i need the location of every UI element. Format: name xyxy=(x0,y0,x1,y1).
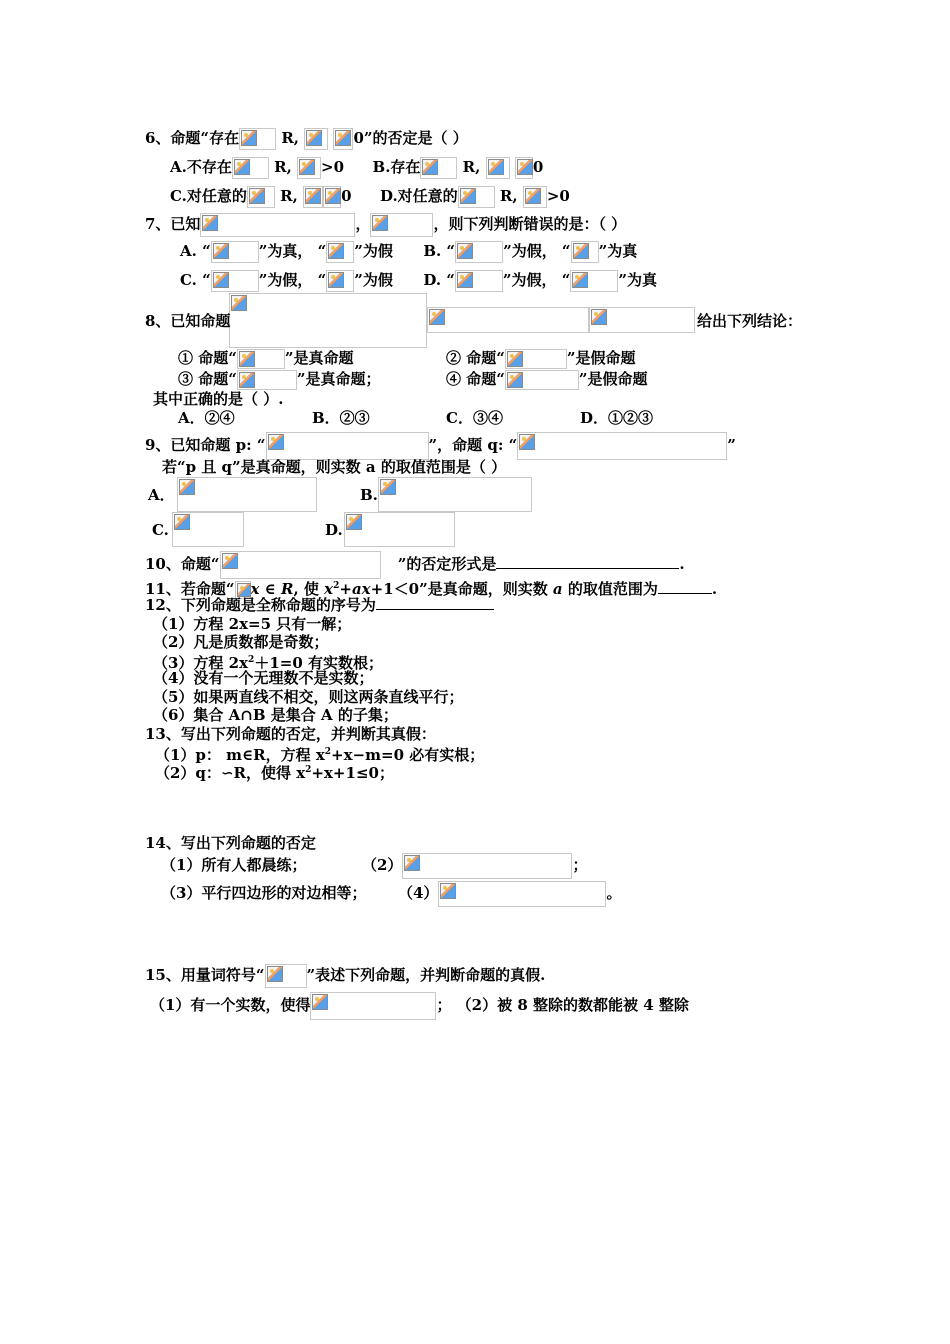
formula-image-icon xyxy=(265,964,307,988)
formula-image-icon xyxy=(370,213,433,237)
q12-item-1: （1）方程 2x=5 只有一解； xyxy=(153,615,352,633)
q8-option-d: D．①②③ xyxy=(580,409,654,427)
q8-option-b: B．②③ xyxy=(312,409,370,427)
formula-image-icon xyxy=(310,992,436,1020)
formula-image-icon xyxy=(523,186,547,208)
q13-title: 13、写出下列命题的否定，并判断其真假： xyxy=(145,725,436,743)
formula-image-icon xyxy=(570,270,618,292)
formula-image-icon xyxy=(177,477,317,512)
answer-blank[interactable] xyxy=(658,593,712,594)
q14-item-2: （2） ； xyxy=(362,853,587,879)
q8-conclusion-2: ② 命题“ ”是假命题 xyxy=(446,349,636,367)
answer-blank[interactable] xyxy=(376,609,494,610)
q14-item-4: （4） 。 xyxy=(398,881,621,907)
formula-image-icon xyxy=(211,241,259,263)
q8-question: 其中正确的是（ ）. xyxy=(153,390,284,408)
q12-item-5: （5）如果两直线不相交，则这两条直线平行； xyxy=(153,688,464,706)
q8-option-c: C．③④ xyxy=(446,409,503,427)
q12-item-4: （4）没有一个无理数不是实数； xyxy=(153,669,374,687)
q7-options-ab: A. “ ”为真， “ ”为假 B. “ ”为假， “ ”为真 xyxy=(180,241,637,263)
q10-line: 10、命题“ ”的否定形式是 . xyxy=(145,551,685,579)
formula-image-icon xyxy=(589,307,695,333)
formula-image-icon xyxy=(239,128,276,150)
q13-item-2: （2）q：∽R，使得 $x^2+x+1\le 0$； xyxy=(155,764,394,782)
formula-image-icon xyxy=(326,241,354,263)
formula-image-icon xyxy=(237,370,297,390)
q8-conclusion-4: ④ 命题“ ”是假命题 xyxy=(446,370,648,388)
answer-blank[interactable] xyxy=(496,568,679,569)
formula-image-icon xyxy=(486,157,510,179)
formula-image-icon xyxy=(323,186,341,208)
exists-symbol: ∽ xyxy=(220,764,234,782)
q9-line2: 若“p 且 q”是真命题，则实数 a 的取值范围是（ ） xyxy=(162,458,507,476)
q7-line1: 7、已知 ， ，则下列判断错误的是：（ ） xyxy=(145,213,626,237)
formula-image-icon xyxy=(455,270,503,292)
formula-image-icon xyxy=(232,157,269,179)
formula-image-icon xyxy=(266,432,429,460)
q9-option-b: B. xyxy=(360,486,378,504)
q15-items: （1）有一个实数，使得 ； （2）被 8 整除的数都能被 4 整除 xyxy=(150,992,689,1020)
formula-image-icon xyxy=(172,512,244,547)
q9-option-a: A． xyxy=(148,486,175,504)
formula-image-icon xyxy=(237,349,285,369)
formula-image-icon xyxy=(378,477,532,512)
q9-option-c: C. xyxy=(152,521,169,539)
q14-title: 14、写出下列命题的否定 xyxy=(145,834,316,852)
q15-title: 15、用量词符号“ ”表述下列命题，并判断命题的真假. xyxy=(145,964,545,988)
q12-item-2: （2）凡是质数都是奇数； xyxy=(153,633,329,651)
formula-image-icon xyxy=(326,270,354,292)
formula-image-icon xyxy=(505,349,567,369)
q13-item-1: （1）p： m∈R，方程 $x^2+x-m=0$ 必有实根； xyxy=(155,746,485,764)
q8-option-a: A．②④ xyxy=(178,409,235,427)
q8-suffix: 给出下列结论： xyxy=(697,312,803,330)
q14-item-1: （1）所有人都晨练； xyxy=(161,856,307,874)
q6-options-cd: C.对任意的 R, 0 D.对任意的 R, >0 xyxy=(170,186,570,208)
q8-line1: 8、已知命题 xyxy=(145,312,231,330)
formula-image-icon xyxy=(455,241,503,263)
formula-image-icon xyxy=(247,186,275,208)
q12-item-6: （6）集合 A∩B 是集合 A 的子集； xyxy=(153,706,398,724)
q6-options-ab: A.不存在 R, >0 B.存在 R, 0 xyxy=(170,157,543,179)
formula-image-icon xyxy=(211,270,259,292)
q11-line: 11、若命题“ x ∈ R, 使 $x^2+ax+1<0$”是真命题，则实数 a 的取值范围为 . xyxy=(145,580,718,598)
formula-image-icon xyxy=(200,213,355,237)
q8-conclusion-1: ① 命题“ ”是真命题 xyxy=(178,349,354,367)
formula-image-icon xyxy=(438,881,606,907)
formula-image-icon xyxy=(420,157,457,179)
q6-prefix: 6、命题“存在 xyxy=(145,129,240,147)
formula-image-icon xyxy=(571,241,599,263)
formula-image-icon xyxy=(297,157,321,179)
q6-line1: 6、命题“存在 R, 0”的否定是（ ） xyxy=(145,128,468,150)
formula-image-icon xyxy=(505,370,579,390)
formula-image-icon xyxy=(344,512,455,547)
formula-image-icon xyxy=(402,853,572,879)
q12-title: 12、下列命题是全称命题的序号为 xyxy=(145,595,494,615)
formula-image-icon xyxy=(517,432,727,460)
formula-image-icon xyxy=(333,128,353,150)
formula-image-icon xyxy=(303,186,323,208)
q9-option-d: D. xyxy=(325,521,343,539)
formula-image-icon xyxy=(515,157,533,179)
q8-conclusion-3: ③ 命题“ ”是真命题； xyxy=(178,370,381,388)
q14-item-3: （3）平行四边形的对边相等； xyxy=(161,884,367,902)
q7-options-cd: C. “ ”为假， “ ”为假 D. “ ”为假， “ ”为真 xyxy=(180,270,657,292)
formula-image-icon xyxy=(220,551,381,579)
q9-line1: 9、已知命题 p: “ ”，命题 q: “ ” xyxy=(145,432,736,460)
formula-image-icon xyxy=(427,307,589,333)
formula-image-icon xyxy=(229,293,427,348)
formula-image-icon xyxy=(304,128,328,150)
q12-item-3: （3）方程 $2x^2+1=0$ 有实数根； xyxy=(153,654,383,672)
formula-image-icon xyxy=(458,186,495,208)
